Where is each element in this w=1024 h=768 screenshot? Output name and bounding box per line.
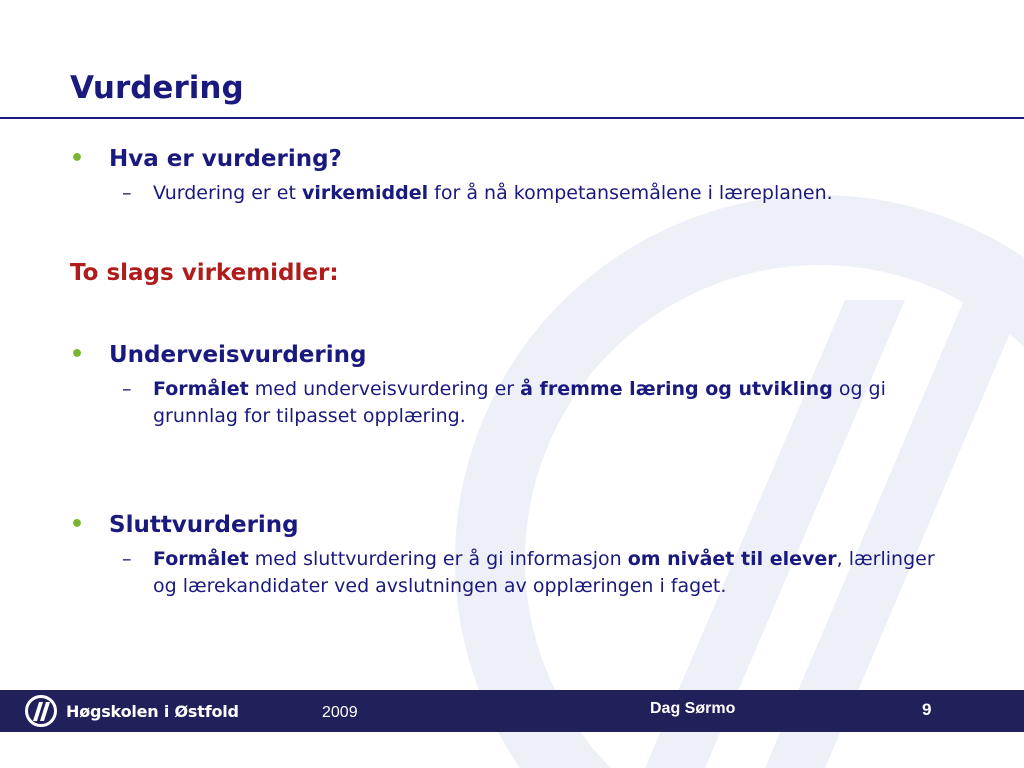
emphasis: Formålet: [153, 378, 249, 400]
sub-point-summative: [70, 546, 950, 600]
text: Vurdering er et: [153, 182, 302, 204]
bullet-summative: [70, 509, 950, 541]
emphasis: Formålet: [153, 548, 249, 570]
bullet-icon: •: [70, 342, 85, 367]
sub-point-formative: [70, 376, 950, 430]
emphasis: virkemiddel: [301, 182, 429, 204]
bullet-icon: •: [70, 512, 85, 537]
slide-footer: [0, 690, 1024, 732]
bullet-heading: Hva er vurdering?: [109, 146, 342, 172]
bullet-icon: •: [70, 146, 85, 171]
text: , lærlinger og lærekandidater ved avslutningen av opplæringen i faget.: [153, 548, 935, 597]
text: for å nå kompetansemålene i læreplanen.: [428, 182, 833, 204]
title-divider: [0, 117, 1024, 119]
bullet-formative: [70, 339, 950, 371]
footer-year: 2009: [322, 704, 358, 721]
dash-icon: –: [122, 182, 132, 204]
hiof-logo: [24, 693, 239, 729]
slide-content: [70, 143, 950, 600]
text: med sluttvurdering er å gi informasjon: [248, 548, 628, 570]
two-kinds-heading: To slags virkemidler:: [70, 260, 339, 286]
bullet-heading: Underveisvurdering: [109, 342, 367, 368]
dash-icon: –: [122, 548, 132, 570]
slide-title: Vurdering: [70, 70, 244, 106]
text: og gi grunnlag for tilpasset opplæring.: [153, 378, 886, 427]
hiof-logo-icon: [24, 694, 58, 728]
page-number: 9: [922, 700, 932, 719]
dash-icon: –: [122, 378, 132, 400]
text: med underveisvurdering er: [248, 378, 521, 400]
bullet-heading: Sluttvurdering: [109, 512, 299, 538]
emphasis: å fremme læring og utvikling: [520, 378, 833, 400]
footer-author: Dag Sørmo: [650, 700, 736, 717]
sub-point-what-is-assessment: [70, 180, 950, 207]
emphasis: om nivået til elever: [627, 548, 837, 570]
logo-text: Høgskolen i Østfold: [66, 701, 239, 721]
bullet-what-is-assessment: [70, 143, 950, 175]
